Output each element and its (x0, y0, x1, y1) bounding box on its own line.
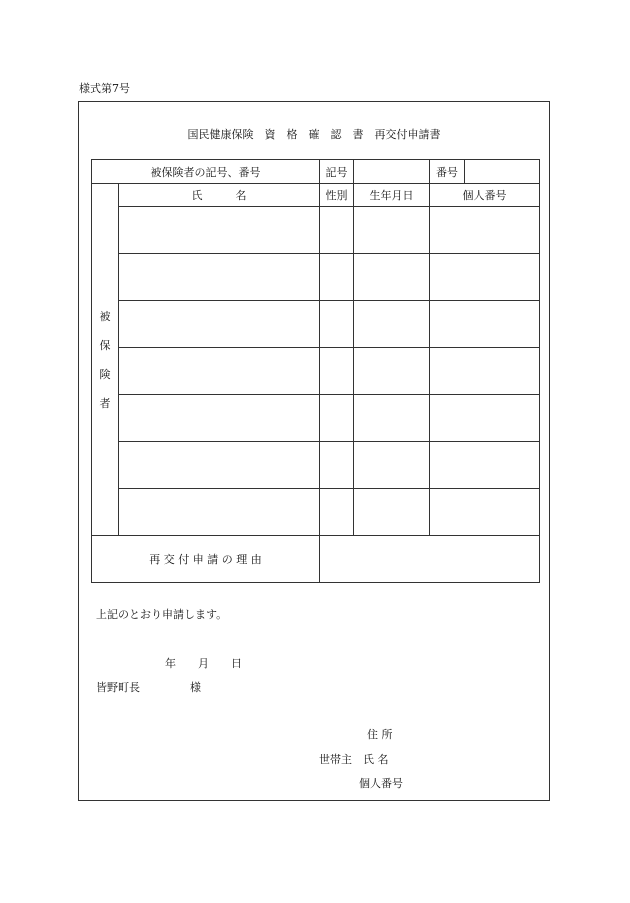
my-number-field[interactable] (430, 301, 540, 348)
insured-row (92, 348, 540, 395)
number-field[interactable] (465, 160, 540, 184)
birthdate-field[interactable] (354, 301, 430, 348)
insured-symbol-number-label: 被保険者の記号、番号 (92, 160, 320, 184)
birthdate-field[interactable] (354, 442, 430, 489)
sex-field[interactable] (320, 442, 354, 489)
insured-row (92, 301, 540, 348)
insured-table (91, 159, 540, 583)
name-field[interactable] (119, 207, 320, 254)
birthdate-field[interactable] (354, 348, 430, 395)
name-field[interactable] (119, 442, 320, 489)
insured-row (92, 489, 540, 536)
name-field[interactable] (119, 489, 320, 536)
sex-field[interactable] (320, 395, 354, 442)
addressee: 皆野町長 (96, 681, 140, 694)
insured-row (92, 395, 540, 442)
col-sex-header: 性別 (320, 184, 354, 207)
insured-row (92, 442, 540, 489)
sex-field[interactable] (320, 207, 354, 254)
my-number-field[interactable] (430, 442, 540, 489)
col-name-header: 氏 名 (119, 184, 320, 207)
birthdate-field[interactable] (354, 489, 430, 536)
my-number-field[interactable] (430, 254, 540, 301)
name-field[interactable] (119, 254, 320, 301)
declaration-text: 上記のとおり申請します。 (96, 608, 228, 621)
reason-field[interactable] (320, 536, 540, 583)
insured-label-char: 険 (99, 367, 111, 381)
name-field[interactable] (119, 301, 320, 348)
reason-label: 再 交 付 申 請 の 理 由 (92, 536, 320, 583)
insured-label-char: 保 (99, 338, 111, 352)
date-line: 年 月 日 (165, 657, 242, 670)
col-my-number-header: 個人番号 (430, 184, 540, 207)
sex-field[interactable] (320, 301, 354, 348)
birthdate-field[interactable] (354, 207, 430, 254)
symbol-field[interactable] (354, 160, 430, 184)
col-birthdate-header: 生年月日 (354, 184, 430, 207)
my-number-field[interactable] (430, 395, 540, 442)
name-field[interactable] (119, 395, 320, 442)
symbol-label: 記号 (320, 160, 354, 184)
form-title: 国民健康保険 資 格 確 認 書 再交付申請書 (187, 128, 441, 141)
my-number-field[interactable] (430, 489, 540, 536)
applicant-my-number-label: 個人番号 (359, 777, 403, 790)
form-number: 様式第7号 (79, 82, 130, 95)
sex-field[interactable] (320, 254, 354, 301)
insured-label-char: 者 (99, 396, 111, 410)
address-label: 住 所 (367, 728, 393, 741)
birthdate-field[interactable] (354, 254, 430, 301)
insured-row (92, 254, 540, 301)
application-form (78, 101, 550, 801)
column-header-row (92, 184, 540, 207)
sex-field[interactable] (320, 489, 354, 536)
number-label: 番号 (430, 160, 465, 184)
sex-field[interactable] (320, 348, 354, 395)
insured-row (92, 207, 540, 254)
insured-label-char: 被 (99, 309, 111, 323)
addressee-honorific: 様 (190, 681, 201, 694)
my-number-field[interactable] (430, 348, 540, 395)
insured-vertical-label (92, 184, 119, 536)
birthdate-field[interactable] (354, 395, 430, 442)
reason-row (92, 536, 540, 583)
symbol-number-row (92, 160, 540, 184)
name-field[interactable] (119, 348, 320, 395)
household-head-name-label: 世帯主 氏 名 (319, 753, 389, 766)
my-number-field[interactable] (430, 207, 540, 254)
